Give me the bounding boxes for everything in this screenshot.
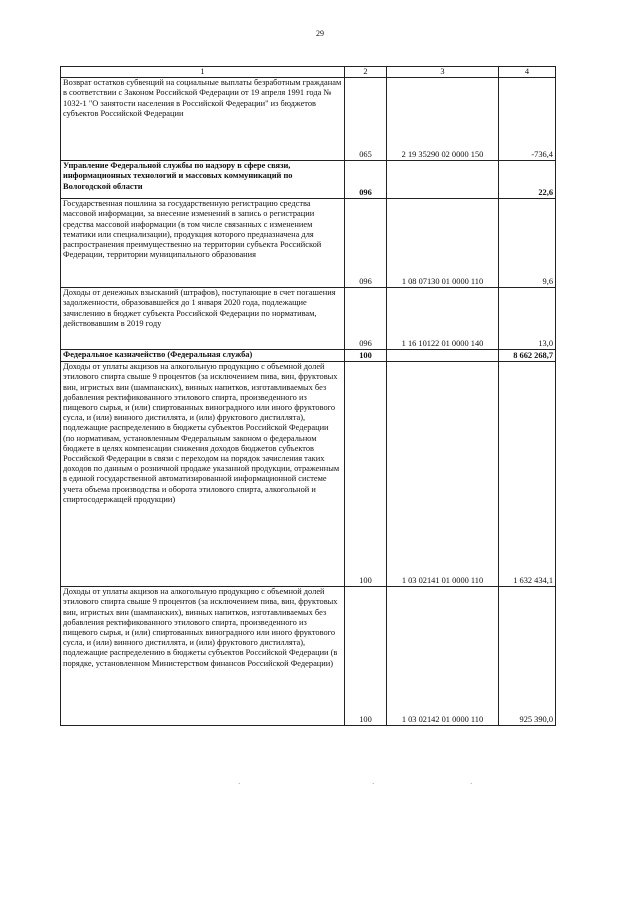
row-budget-code: 2 19 35290 02 0000 150 (387, 78, 499, 161)
scan-artifacts (0, 780, 640, 790)
row-amount: 13,0 (499, 288, 556, 350)
header-col-4: 4 (499, 67, 556, 78)
row-name: Управление Федеральной службы по надзору в сфере связи, информационных технологий и массовых коммуникаций по Вологодской области (61, 161, 345, 199)
row-name: Доходы от уплаты акцизов на алкогольную продукцию с объемной долей этилового спирта свыше 9 процентов (за исключением пива, вин, фруктовых вин, игристых вин (шампанских), винных напитков, изготавливаемых без добавления ректификованного этилового спирта, произведенного из пищевого сырья, и (или) спиртованных виноградного или иного фруктового сусла, и (или) винного дистиллята, и (или) фруктового дистиллята), подлежащие распределению в бюджеты субъектов Российской Федерации (в порядке, установленном Министерством финансов Российской Федерации) (61, 587, 345, 726)
table-row-department (61, 350, 556, 362)
header-col-1: 1 (61, 67, 345, 78)
table-row (61, 199, 556, 288)
row-budget-code: 1 03 02141 01 0000 110 (387, 362, 499, 587)
page-number: 29 (316, 29, 324, 38)
row-name: Государственная пошлина за государственную регистрацию средства массовой информации, за внесение изменений в запись о регистрации средства массовой информации (в том числе связанных с изменением тематики или специализации), продукция которого предназначена для распространения преимущественно на территории субъекта Российской Федерации, территории муниципального образования (61, 199, 345, 288)
row-budget-code: 1 03 02142 01 0000 110 (387, 587, 499, 726)
row-name: Федеральное казначейство (Федеральная служба) (61, 350, 345, 362)
row-admin-code: 100 (345, 587, 387, 726)
table-row-department (61, 161, 556, 199)
row-admin-code: 096 (345, 288, 387, 350)
scan-dot: · (470, 780, 473, 788)
header-col-3: 3 (387, 67, 499, 78)
row-admin-code: 100 (345, 350, 387, 362)
row-name: Доходы от уплаты акцизов на алкогольную продукцию с объемной долей этилового спирта свыше 9 процентов (за исключением пива, вин, фруктовых вин, игристых вин (шампанских), винных напитков, изготавливаемых без добавления ректификованного этилового спирта, произведенного из пищевого сырья, и (или) спиртованных виноградного или иного фруктового сусла, и (или) винного дистиллята, и (или) фруктового дистиллята), подлежащие распределению в бюджеты субъектов Российской Федерации (по нормативам, установленным Федеральным законом о федеральном бюджете в целях компенсации снижения доходов бюджетов субъектов Российской Федерации в связи с переходом на порядок зачисления таких доходов по данным о розничной продаже указанной продукции, отраженным в единой государственной автоматизированной информационной системе учета объема производства и оборота этилового спирта, алкогольной и спиртосодержащей продукции) (61, 362, 345, 587)
row-amount: 8 662 268,7 (499, 350, 556, 362)
row-budget-code: 1 08 07130 01 0000 110 (387, 199, 499, 288)
table-header-row (61, 67, 556, 78)
row-amount: 1 632 434,1 (499, 362, 556, 587)
row-amount: 925 390,0 (499, 587, 556, 726)
scan-dot: · (372, 780, 375, 788)
row-budget-code (387, 161, 499, 199)
row-name: Доходы от денежных взысканий (штрафов), поступающие в счет погашения задолженности, образовавшейся до 1 января 2020 года, подлежащие зачислению в бюджет субъекта Российской Федерации по нормативам, действовавшим в 2019 году (61, 288, 345, 350)
table-row (61, 587, 556, 726)
revenue-table (60, 66, 556, 726)
row-admin-code: 096 (345, 161, 387, 199)
scan-dot: · (238, 780, 241, 788)
row-budget-code: 1 16 10122 01 0000 140 (387, 288, 499, 350)
row-admin-code: 100 (345, 362, 387, 587)
row-budget-code (387, 350, 499, 362)
row-amount: -736,4 (499, 78, 556, 161)
row-name: Возврат остатков субвенций на социальные выплаты безработным гражданам в соответствии с Законом Российской Федерации от 19 апреля 1991 года № 1032-1 "О занятости населения в Российской Федерации" из бюджетов субъектов Российской Федерации (61, 78, 345, 161)
row-admin-code: 065 (345, 78, 387, 161)
header-col-2: 2 (345, 67, 387, 78)
row-amount: 22,6 (499, 161, 556, 199)
table-row (61, 78, 556, 161)
table-row (61, 362, 556, 587)
table-row (61, 288, 556, 350)
row-admin-code: 096 (345, 199, 387, 288)
row-amount: 9,6 (499, 199, 556, 288)
